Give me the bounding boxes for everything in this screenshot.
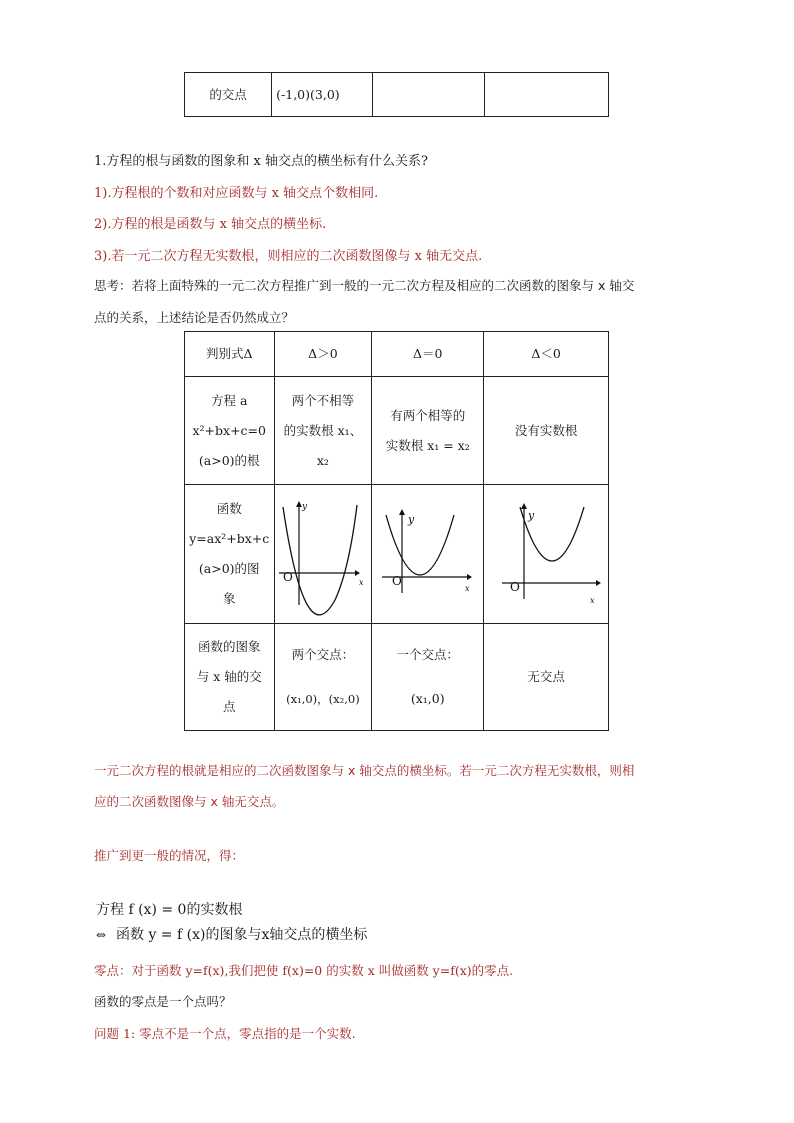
row-inter-eq-line-1: 一个交点： <box>396 647 459 662</box>
row-inter-label-line-3: 点 <box>222 699 236 714</box>
row-inter-gt <box>274 624 372 731</box>
problem-1: 问题 1: 零点不是一个点，零点指的是一个实数. <box>94 1026 356 1041</box>
top-table-empty-1 <box>372 73 484 117</box>
header-gt-zero: Δ＞0 <box>274 332 372 377</box>
row-root-label-line-1: 方程 a <box>211 392 248 408</box>
header-discriminant: 判别式Δ <box>185 332 275 377</box>
row-root-gt-line-1: 两个不相等 <box>291 392 355 408</box>
header-eq-zero: Δ＝0 <box>372 332 484 377</box>
summary-line-1: 一元二次方程的根就是相应的二次函数图象与 x 轴交点的横坐标。若一元二次方程无实数根，则相 <box>94 763 635 778</box>
discriminant-table <box>184 331 609 731</box>
row-graph-label-line-1: 函数 <box>216 501 242 516</box>
think-line-1: 思考：若将上面特殊的一元二次方程推广到一般的一元二次方程及相应的二次函数的图象与 x 轴交 <box>94 278 635 293</box>
zero-definition: 零点：对于函数 y=f(x),我们把使 f(x)=0 的实数 x 叫做函数 y=f(x)的零点. <box>94 963 514 978</box>
parabola-two-roots-figure <box>275 485 370 623</box>
row-inter-eq <box>372 624 484 731</box>
graph-two-roots-origin-label: O <box>282 570 293 584</box>
question-1: 1.方程的根与函数的图象和 x 轴交点的横坐标有什么关系? <box>94 154 428 169</box>
row-inter-label-line-1: 函数的图象 <box>197 639 261 654</box>
row-root-gt-line-2: 的实数根 x₁、 <box>283 422 363 438</box>
formula-line-1: 方程 f (x) = 0的实数根 <box>96 902 243 918</box>
graph-one-root <box>372 485 484 624</box>
row-root-lt: 没有实数根 <box>484 377 609 485</box>
row-root-eq-line-1: 有两个相等的 <box>390 407 466 423</box>
graph-two-roots-y-label: y <box>301 502 307 512</box>
graph-two-roots-x-label: x <box>358 578 364 587</box>
row-graph-label-line-4: 象 <box>222 591 236 606</box>
answer-2: 2).方程的根是函数与 x 轴交点的横坐标. <box>94 217 327 232</box>
row-root-gt-line-3: x₂ <box>316 452 329 468</box>
graph-no-roots-y-label: y <box>528 509 535 522</box>
think-line-2: 点的关系，上述结论是否仍然成立？ <box>94 310 295 325</box>
row-inter-lt: 无交点 <box>484 624 609 731</box>
graph-no-roots-x-label: x <box>590 596 595 605</box>
row-inter-eq-line-2: (x₁,0) <box>410 691 445 706</box>
row-root-gt <box>274 377 372 485</box>
row-inter-gt-line-1: 两个交点： <box>291 647 355 662</box>
answer-1: 1).方程根的个数和对应函数与 x 轴交点个数相同. <box>94 186 379 201</box>
row-inter-label <box>185 624 275 731</box>
graph-no-roots-origin-label: O <box>510 580 520 594</box>
summary-line-2: 应的二次函数图像与 x 轴无交点。 <box>94 794 285 809</box>
row-graph-label <box>185 485 275 624</box>
graph-one-root-y-label: y <box>408 513 415 526</box>
graph-one-root-x-label: x <box>465 584 470 593</box>
row-root-label-line-2: x²+bx+c=0 <box>192 422 266 438</box>
row-inter-label-line-2: 与 x 轴的交 <box>196 669 262 684</box>
row-root-label <box>185 377 275 485</box>
graph-no-roots <box>484 485 609 624</box>
formula-line-2 <box>96 924 367 944</box>
top-table <box>184 72 609 117</box>
formula-line-2-text: 函数 y = f (x)的图象与x轴交点的横坐标 <box>116 927 368 943</box>
parabola-one-root-figure <box>372 485 481 623</box>
top-table-value: (-1,0)(3,0) <box>272 73 373 117</box>
generalize-text: 推广到更一般的情况，得： <box>94 848 245 863</box>
equivalence-symbol: ⇔ <box>96 928 107 942</box>
row-root-eq <box>372 377 484 485</box>
parabola-no-roots-figure <box>484 485 606 623</box>
top-table-empty-2 <box>484 73 608 117</box>
row-root-eq-line-2: 实数根 x₁ = x₂ <box>385 437 470 453</box>
answer-3: 3).若一元二次方程无实数根，则相应的二次函数图像与 x 轴无交点. <box>94 249 483 264</box>
graph-one-root-origin-label: O <box>392 574 403 588</box>
zero-question: 函数的零点是一个点吗？ <box>94 994 232 1009</box>
row-graph-label-line-3: (a>0)的图 <box>198 561 260 576</box>
row-graph-label-line-2: y=ax²+bx+c <box>189 531 270 546</box>
header-lt-zero: Δ＜0 <box>484 332 609 377</box>
top-table-label: 的交点 <box>185 73 272 117</box>
row-root-label-line-3: (a>0)的根 <box>198 452 260 468</box>
row-inter-gt-line-2: (x₁,0)，(x₂,0) <box>286 692 360 706</box>
graph-two-roots <box>274 485 372 624</box>
